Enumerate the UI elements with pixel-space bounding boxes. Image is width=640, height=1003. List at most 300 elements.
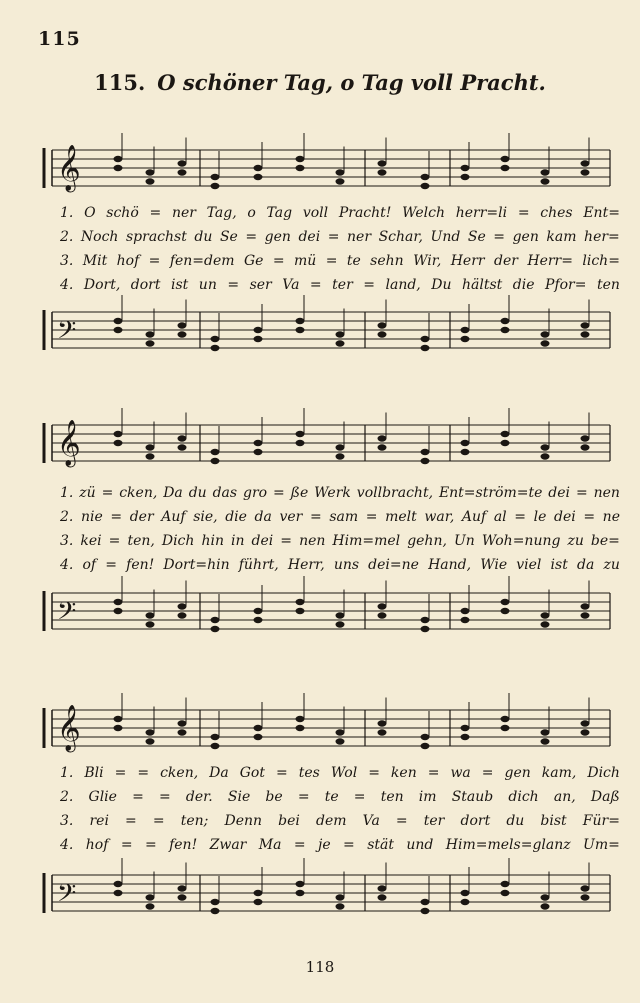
lyric-syllable: =: [144, 837, 157, 853]
lyric-syllable: le: [533, 509, 547, 525]
lyric-syllable: =: [280, 533, 293, 549]
lyric-syllable: =: [481, 765, 494, 781]
note-head: [581, 444, 590, 450]
lyric-syllable: =: [293, 837, 306, 853]
lyric-syllable: die: [512, 277, 535, 293]
lyric-syllable: =: [272, 485, 285, 501]
lyric-syllable: Zwar: [209, 837, 247, 853]
verse-line: [60, 509, 620, 525]
lyric-syllable: viel: [516, 557, 542, 573]
lyric-syllable: der.: [185, 789, 213, 805]
lyric-syllable: Va: [362, 813, 380, 829]
note-head: [146, 340, 155, 346]
lyric-syllable: =: [108, 533, 121, 549]
note-head: [501, 890, 510, 896]
lyric-syllable: =: [325, 253, 338, 269]
lyric-syllable: =: [120, 837, 133, 853]
note-head: [421, 734, 430, 740]
note-head: [421, 743, 430, 749]
verse-number: 2.: [60, 509, 74, 525]
note-head: [421, 617, 430, 623]
note-head: [501, 440, 510, 446]
lyric-syllable: be: [265, 789, 283, 805]
lyric-syllable: hof: [85, 837, 109, 853]
lyric-syllable: voll: [302, 205, 329, 221]
lyric-syllable: Herr,: [287, 557, 325, 573]
lyric-syllable: ser: [249, 277, 272, 293]
lyric-syllable: Daß: [590, 789, 620, 805]
lyric-syllable: Dich: [587, 765, 620, 781]
note-head: [254, 449, 263, 455]
note-head: [146, 729, 155, 735]
lyric-syllable: Auf: [461, 509, 487, 525]
lyric-syllable: ner: [171, 205, 196, 221]
note-head: [114, 440, 123, 446]
lyric-syllable: Schar,: [378, 229, 423, 245]
note-head: [296, 165, 305, 171]
note-head: [254, 890, 263, 896]
note-head: [336, 621, 345, 627]
note-head: [211, 345, 220, 351]
lyric-syllable: ten;: [180, 813, 209, 829]
note-head: [581, 720, 590, 726]
note-head: [178, 160, 187, 166]
note-head: [501, 725, 510, 731]
lyric-syllable: =: [148, 253, 161, 269]
lyric-syllable: melt: [385, 509, 417, 525]
lyric-syllable: du: [194, 229, 213, 245]
lyric-syllable: Glie: [88, 789, 117, 805]
note-head: [114, 890, 123, 896]
note-head: [178, 444, 187, 450]
verse-line: [60, 277, 620, 293]
hymn-title-text: O schöner Tag, o Tag voll Pracht.: [157, 70, 546, 95]
note-head: [378, 729, 387, 735]
lyric-syllable: Ent=ström=te: [438, 485, 543, 501]
lyric-syllable: die: [225, 509, 247, 525]
lyric-syllable: un: [198, 277, 217, 293]
note-head: [541, 178, 550, 184]
treble-staff: [0, 130, 640, 210]
lyric-syllable: te: [324, 789, 339, 805]
note-head: [581, 603, 590, 609]
note-head: [541, 169, 550, 175]
hymn-title: [0, 70, 640, 95]
note-head: [254, 617, 263, 623]
note-head: [378, 322, 387, 328]
lyric-syllable: fen!: [126, 557, 155, 573]
note-head: [178, 322, 187, 328]
lyric-syllable: Ent=: [583, 205, 620, 221]
note-head: [296, 725, 305, 731]
lyric-syllable: Got: [239, 765, 265, 781]
note-head: [421, 899, 430, 905]
note-head: [146, 621, 155, 627]
note-head: [581, 894, 590, 900]
lyric-syllable: al: [493, 509, 507, 525]
note-head: [114, 156, 123, 162]
verse-line: [60, 765, 620, 781]
hymn-number: 115.: [94, 70, 146, 95]
note-head: [336, 894, 345, 900]
note-head: [336, 453, 345, 459]
note-head: [541, 738, 550, 744]
note-head: [541, 340, 550, 346]
lyric-syllable: ken: [390, 765, 417, 781]
lyric-syllable: =: [227, 277, 240, 293]
verse-line: [60, 205, 620, 221]
lyric-syllable: gen: [264, 229, 291, 245]
note-head: [178, 885, 187, 891]
lyric-syllable: Se: [219, 229, 238, 245]
music-system-1: [0, 120, 640, 360]
note-head: [541, 894, 550, 900]
lyric-syllable: =: [353, 789, 366, 805]
lyric-syllable: ne: [602, 509, 620, 525]
lyric-syllable: das: [212, 485, 238, 501]
note-head: [501, 156, 510, 162]
note-head: [421, 626, 430, 632]
note-head: [421, 458, 430, 464]
lyric-syllable: sam: [329, 509, 359, 525]
verse-line: [60, 789, 620, 805]
lyric-syllable: =: [125, 813, 137, 829]
treble-clef: 𝄞: [57, 420, 81, 466]
note-head: [114, 881, 123, 887]
lyric-syllable: =: [327, 229, 340, 245]
lyric-syllable: Ma: [258, 837, 282, 853]
lyric-syllable: =: [245, 229, 258, 245]
lyric-syllable: ter: [423, 813, 445, 829]
lyric-syllable: hof: [116, 253, 140, 269]
treble-staff: [0, 690, 640, 770]
note-head: [461, 449, 470, 455]
lyric-syllable: =: [493, 229, 506, 245]
lyric-syllable: =: [363, 277, 375, 293]
note-head: [296, 716, 305, 722]
page-number-bottom: 118: [305, 958, 335, 976]
lyric-syllable: Noch: [80, 229, 119, 245]
verse-number: 3.: [60, 253, 74, 269]
lyric-syllable: Bli: [84, 765, 104, 781]
note-head: [501, 327, 510, 333]
note-head: [461, 617, 470, 623]
lyric-syllable: =: [114, 765, 127, 781]
note-head: [336, 340, 345, 346]
note-head: [581, 160, 590, 166]
note-head: [296, 156, 305, 162]
lyric-syllable: ches: [540, 205, 573, 221]
note-head: [211, 174, 220, 180]
lyric-syllable: gen: [512, 229, 539, 245]
lyric-syllable: =: [575, 485, 588, 501]
note-head: [581, 885, 590, 891]
lyric-syllable: Um=: [583, 837, 620, 853]
lyric-syllable: Him=mels=glanz: [445, 837, 571, 853]
note-head: [541, 331, 550, 337]
note-head: [146, 331, 155, 337]
lyric-syllable: Wie: [480, 557, 508, 573]
lyric-syllable: o: [247, 205, 256, 221]
lyric-syllable: kam: [546, 229, 577, 245]
lyric-syllable: dort: [130, 277, 161, 293]
lyric-syllable: ße: [290, 485, 309, 501]
lyric-syllable: Dich: [161, 533, 195, 549]
note-head: [378, 894, 387, 900]
note-head: [114, 599, 123, 605]
note-head: [336, 178, 345, 184]
lyric-syllable: Wol: [330, 765, 358, 781]
lyric-syllable: nen: [593, 485, 620, 501]
lyric-syllable: da: [254, 509, 272, 525]
lyric-syllable: Da: [163, 485, 183, 501]
lyric-syllable: fen!: [169, 837, 198, 853]
lyric-syllable: mü: [293, 253, 317, 269]
lyric-syllable: land,: [385, 277, 421, 293]
treble-clef: 𝄞: [57, 145, 81, 191]
lyric-syllable: =: [365, 509, 378, 525]
note-head: [114, 327, 123, 333]
note-head: [146, 178, 155, 184]
lyric-syllable: war,: [424, 509, 455, 525]
note-head: [541, 903, 550, 909]
verse-line: [60, 533, 620, 549]
note-head: [421, 336, 430, 342]
lyric-syllable: ter: [332, 277, 353, 293]
note-head: [254, 165, 263, 171]
note-head: [461, 174, 470, 180]
note-head: [421, 345, 430, 351]
verse-number: 3.: [60, 813, 74, 829]
lyric-syllable: zu: [567, 533, 584, 549]
verse-line: [60, 253, 620, 269]
note-head: [378, 612, 387, 618]
lyric-syllable: =: [583, 509, 596, 525]
note-head: [178, 729, 187, 735]
lyric-syllable: =: [343, 837, 355, 853]
note-head: [541, 612, 550, 618]
note-head: [211, 336, 220, 342]
lyric-syllable: schö: [106, 205, 139, 221]
verse-number: 3.: [60, 533, 74, 549]
lyric-syllable: Denn: [224, 813, 263, 829]
lyric-syllable: Him=mel: [332, 533, 401, 549]
note-head: [461, 890, 470, 896]
verse-number: 1.: [60, 205, 74, 221]
lyric-syllable: führt,: [238, 557, 279, 573]
lyric-syllable: ten: [380, 789, 404, 805]
note-head: [114, 165, 123, 171]
note-head: [296, 881, 305, 887]
note-head: [211, 908, 220, 914]
lyric-syllable: Pracht!: [338, 205, 392, 221]
lyric-syllable: =: [297, 789, 310, 805]
lyric-syllable: Dort=hin: [163, 557, 230, 573]
lyric-syllable: Welch: [402, 205, 446, 221]
lyric-syllable: Werk: [314, 485, 351, 501]
note-head: [461, 165, 470, 171]
note-head: [581, 612, 590, 618]
note-head: [501, 716, 510, 722]
lyric-syllable: herr=li: [455, 205, 508, 221]
note-head: [501, 608, 510, 614]
lyric-syllable: tes: [298, 765, 320, 781]
note-head: [461, 336, 470, 342]
note-head: [114, 431, 123, 437]
bass-clef: 𝄢: [57, 597, 77, 632]
note-head: [178, 894, 187, 900]
lyric-syllable: dei: [553, 509, 576, 525]
lyric-syllable: dort: [460, 813, 491, 829]
lyric-syllable: Staub: [451, 789, 494, 805]
lyric-syllable: zü: [79, 485, 96, 501]
lyric-syllable: uns: [333, 557, 360, 573]
lyric-syllable: in: [231, 533, 245, 549]
note-head: [114, 716, 123, 722]
note-head: [211, 743, 220, 749]
note-head: [211, 626, 220, 632]
note-head: [254, 608, 263, 614]
note-head: [296, 318, 305, 324]
note-head: [581, 322, 590, 328]
note-head: [254, 725, 263, 731]
note-head: [421, 908, 430, 914]
note-head: [296, 890, 305, 896]
bass-staff: [0, 855, 640, 935]
note-head: [378, 720, 387, 726]
lyric-syllable: =: [149, 205, 162, 221]
lyric-syllable: Du: [431, 277, 452, 293]
note-head: [501, 599, 510, 605]
lyric-syllable: Wir,: [413, 253, 442, 269]
lyric-syllable: bist: [540, 813, 567, 829]
lyric-syllable: der: [494, 253, 518, 269]
note-head: [178, 169, 187, 175]
lyric-syllable: her=: [584, 229, 620, 245]
note-head: [461, 725, 470, 731]
lyric-syllable: =: [514, 509, 526, 525]
note-head: [296, 608, 305, 614]
note-head: [146, 612, 155, 618]
lyric-syllable: =: [272, 253, 285, 269]
note-head: [254, 899, 263, 905]
lyric-syllable: =: [275, 765, 288, 781]
note-head: [541, 453, 550, 459]
lyric-syllable: Da: [209, 765, 229, 781]
lyric-syllable: Va: [282, 277, 300, 293]
lyric-syllable: bei: [278, 813, 300, 829]
note-head: [421, 183, 430, 189]
lyric-syllable: ten,: [127, 533, 155, 549]
note-head: [378, 603, 387, 609]
note-head: [421, 449, 430, 455]
note-head: [378, 444, 387, 450]
lyric-syllable: Pfor=: [545, 277, 587, 293]
verse-line: [60, 229, 620, 245]
note-head: [378, 160, 387, 166]
note-head: [541, 729, 550, 735]
lyric-syllable: =: [105, 557, 117, 573]
lyric-syllable: Un: [453, 533, 475, 549]
note-head: [501, 881, 510, 887]
lyric-syllable: gro: [242, 485, 268, 501]
note-head: [541, 444, 550, 450]
note-head: [336, 444, 345, 450]
lyric-syllable: lich=: [582, 253, 620, 269]
verse-number: 4.: [60, 277, 74, 293]
note-head: [254, 336, 263, 342]
lyric-syllable: der: [129, 509, 154, 525]
note-head: [336, 729, 345, 735]
lyric-syllable: ten: [596, 277, 620, 293]
lyric-syllable: Herr: [450, 253, 485, 269]
verse-number: 4.: [60, 557, 74, 573]
note-head: [336, 331, 345, 337]
lyric-syllable: Se: [467, 229, 486, 245]
lyric-syllable: =: [309, 277, 322, 293]
lyric-syllable: gehn,: [407, 533, 447, 549]
note-head: [378, 885, 387, 891]
note-head: [254, 174, 263, 180]
verse-number: 2.: [60, 229, 74, 245]
verse-number: 2.: [60, 789, 74, 805]
bass-clef: 𝄢: [57, 316, 77, 351]
lyric-syllable: Und: [430, 229, 461, 245]
note-head: [461, 734, 470, 740]
lyric-syllable: ner: [347, 229, 372, 245]
lyric-syllable: of: [82, 557, 97, 573]
note-head: [178, 720, 187, 726]
lyric-syllable: Herr=: [527, 253, 573, 269]
lyric-syllable: cken,: [119, 485, 158, 501]
lyric-syllable: dei: [251, 533, 274, 549]
lyric-syllable: wa: [450, 765, 471, 781]
lyric-syllable: ist: [550, 557, 568, 573]
lyric-syllable: du: [188, 485, 207, 501]
verse-number: 1.: [60, 765, 74, 781]
lyric-syllable: Mit: [82, 253, 108, 269]
lyric-syllable: dei: [298, 229, 321, 245]
lyric-syllable: Dort,: [83, 277, 121, 293]
lyric-syllable: vollbracht,: [356, 485, 434, 501]
note-head: [378, 169, 387, 175]
note-head: [501, 165, 510, 171]
lyric-syllable: nie: [80, 509, 103, 525]
lyric-syllable: Ge: [243, 253, 264, 269]
note-head: [211, 183, 220, 189]
lyric-syllable: du: [506, 813, 525, 829]
note-head: [421, 174, 430, 180]
lyric-syllable: Für=: [582, 813, 620, 829]
note-head: [114, 725, 123, 731]
lyric-syllable: Tag: [266, 205, 293, 221]
note-head: [461, 327, 470, 333]
lyric-syllable: gen: [504, 765, 531, 781]
lyric-syllable: hältst: [462, 277, 503, 293]
verse-line: [60, 813, 620, 829]
note-head: [178, 612, 187, 618]
music-system-2: [0, 405, 640, 645]
note-head: [178, 603, 187, 609]
lyric-syllable: je: [318, 837, 331, 853]
lyric-syllable: =: [152, 813, 165, 829]
bass-staff: [0, 573, 640, 653]
lyric-syllable: =: [137, 765, 150, 781]
lyric-syllable: rei: [89, 813, 109, 829]
note-head: [336, 738, 345, 744]
lyric-syllable: dei: [548, 485, 571, 501]
note-head: [581, 435, 590, 441]
